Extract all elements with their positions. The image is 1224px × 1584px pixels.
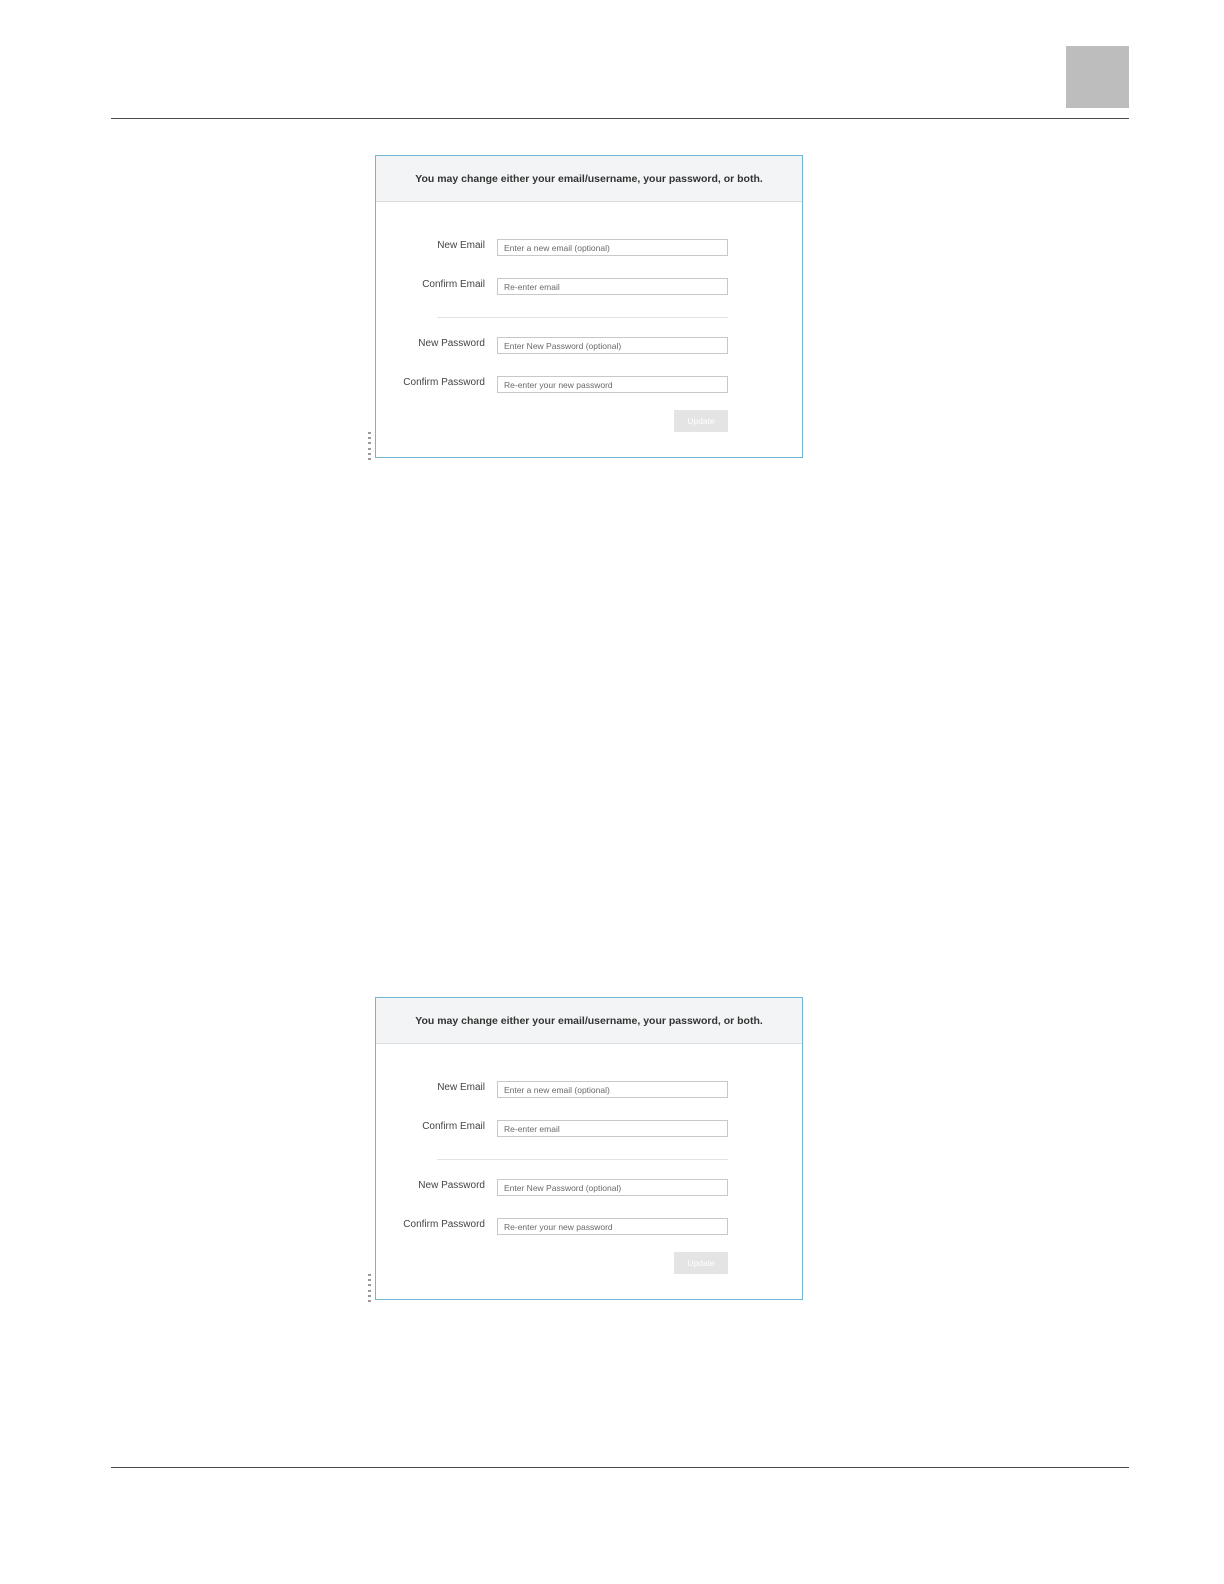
confirm-email-row [376, 1120, 802, 1138]
new-email-input[interactable] [497, 239, 728, 256]
confirm-email-label: Confirm Email [422, 1121, 485, 1132]
confirm-email-input[interactable] [497, 278, 728, 295]
confirm-password-label: Confirm Password [403, 377, 485, 388]
new-email-row [376, 239, 802, 257]
confirm-email-input[interactable] [497, 1120, 728, 1137]
section-divider [437, 317, 728, 318]
confirm-password-label: Confirm Password [403, 1219, 485, 1230]
chapter-tab [1066, 46, 1129, 108]
figure-id-marker [366, 1274, 372, 1302]
new-email-label: New Email [437, 240, 485, 251]
new-password-label: New Password [418, 338, 485, 349]
update-button[interactable]: Update [674, 1252, 728, 1274]
figure-id-marker [366, 432, 372, 460]
new-password-row [376, 337, 802, 355]
confirm-password-row [376, 376, 802, 394]
confirm-password-row [376, 1218, 802, 1236]
new-email-label: New Email [437, 1082, 485, 1093]
new-email-row [376, 1081, 802, 1099]
new-password-row [376, 1179, 802, 1197]
update-button[interactable]: Update [674, 410, 728, 432]
footer-rule [111, 1467, 1129, 1468]
new-password-input[interactable] [497, 337, 728, 354]
new-email-input[interactable] [497, 1081, 728, 1098]
figure-heading: You may change either your email/username, your password, or both. [376, 998, 802, 1044]
new-password-input[interactable] [497, 1179, 728, 1196]
confirm-password-input[interactable] [497, 376, 728, 393]
confirm-email-label: Confirm Email [422, 279, 485, 290]
header-rule [111, 118, 1129, 119]
account-update-figure-1 [375, 155, 803, 458]
figure-heading: You may change either your email/username, your password, or both. [376, 156, 802, 202]
account-update-figure-2 [375, 997, 803, 1300]
new-password-label: New Password [418, 1180, 485, 1191]
section-divider [437, 1159, 728, 1160]
confirm-password-input[interactable] [497, 1218, 728, 1235]
confirm-email-row [376, 278, 802, 296]
